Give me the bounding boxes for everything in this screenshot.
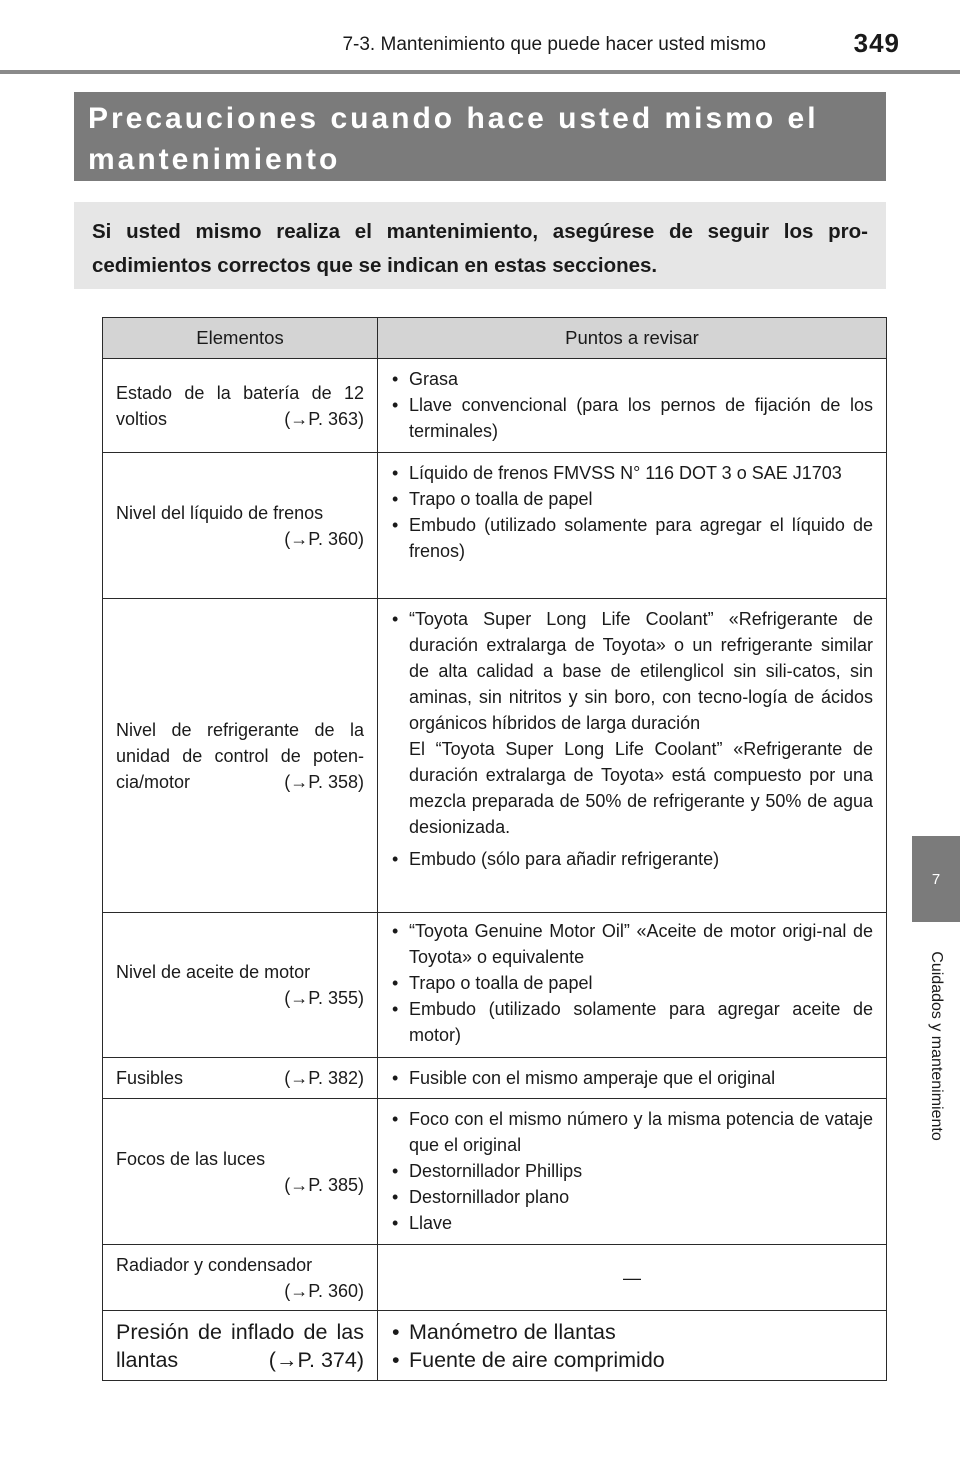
row-item (103, 1099, 378, 1245)
chapter-label: Cuidados y mantenimiento (928, 951, 945, 1141)
list-item: • Embudo (utilizado solamente para agregar aceite de motor) (391, 996, 873, 1048)
list-item: • Líquido de frenos FMVSS N° 116 DOT 3 o SAE J1703 (391, 460, 873, 486)
page-ref-link[interactable]: (→P. 360) (284, 1280, 364, 1301)
list-item: • Llave convencional (para los pernos de fijación de los terminales) (391, 392, 873, 444)
page-ref-link[interactable]: (→P. 382) (284, 1068, 364, 1088)
chapter-tab[interactable]: 7 (912, 836, 960, 922)
row-item (103, 913, 378, 1058)
item-line: llantas (116, 1347, 179, 1372)
row-points (378, 453, 887, 599)
coolant-note: El “Toyota Super Long Life Coolant” «Refrigerante de duración extralarga de Toyota» está compuesto por una mezcla preparada de 50% de refrigerante y 50% de agua desionizada. (409, 739, 873, 837)
column-header-checks: Puntos a revisar (378, 318, 887, 359)
list-item: • Embudo (sólo para añadir refrigerante) (391, 846, 873, 872)
row-points (378, 913, 887, 1058)
row-points (378, 359, 887, 453)
empty-dash: — (378, 1245, 887, 1311)
page-ref-link[interactable]: (→P. 355) (284, 988, 364, 1008)
page-number: 349 (853, 28, 900, 58)
item-line-with-ref (116, 1346, 364, 1374)
item-line: Nivel de refrigerante de la (116, 719, 364, 740)
row-item (103, 599, 378, 913)
intro-box: Si usted mismo realiza el mantenimiento, asegúrese de seguir los pro-cedimientos correctos que se indican en estas secciones. (74, 202, 886, 289)
row-item (103, 1245, 378, 1311)
list-item: • Fusible con el mismo amperaje que el original (391, 1065, 873, 1091)
table-row (103, 1245, 887, 1311)
list-item: • Grasa (391, 366, 873, 392)
page-ref-link[interactable]: (→P. 360) (284, 528, 364, 549)
row-item (103, 1311, 378, 1381)
item-line: Nivel del líquido de frenos (116, 502, 324, 523)
item-line: unidad de control de poten- (116, 745, 364, 766)
list-item: • Trapo o toalla de papel (391, 970, 873, 996)
item-line: Presión de inflado de las (116, 1319, 364, 1344)
row-points (378, 1099, 887, 1245)
item-line: Nivel de aceite de motor (116, 962, 311, 982)
item-line: Fusibles (116, 1068, 184, 1088)
page-ref-link[interactable]: (→P. 363) (284, 408, 364, 429)
list-item: • Destornillador plano (391, 1184, 873, 1210)
list-item: • Trapo o toalla de papel (391, 486, 873, 512)
table-row (103, 453, 887, 599)
table-row (103, 1099, 887, 1245)
table-row (103, 359, 887, 453)
item-line: Estado de la batería de 12 (116, 382, 364, 403)
item-line-with-ref (116, 406, 364, 432)
list-item: • Fuente de aire comprimido (391, 1346, 873, 1374)
item-line: voltios (116, 408, 168, 429)
page-ref-link[interactable]: (→P. 358) (284, 771, 364, 792)
page-ref-link[interactable]: (→P. 374) (268, 1347, 364, 1372)
item-line-with-ref (116, 1065, 364, 1091)
header-section-title: 7-3. Mantenimiento que puede hacer usted mismo (342, 34, 766, 55)
column-header-items: Elementos (103, 318, 378, 359)
list-item: • Foco con el mismo número y la misma potencia de vataje que el original (391, 1106, 873, 1158)
row-item (103, 1058, 378, 1099)
maintenance-table (102, 317, 887, 1381)
list-item: • “Toyota Genuine Motor Oil” «Aceite de motor origi-nal de Toyota» o equivalente (391, 918, 873, 970)
table-row (103, 1311, 887, 1381)
table-row (103, 913, 887, 1058)
coolant-spec: • “Toyota Super Long Life Coolant” «Refrigerante de duración extralarga de Toyota» o un refrigerante similar de alta calidad a base de etilenglicol sin sili-catos, sin aminas, sin nitritos y sin boro, con tecno-logía de ácidos orgánicos híbridos de larga duración (409, 609, 873, 733)
row-points (378, 1311, 887, 1381)
table-row (103, 599, 887, 913)
list-item: • Manómetro de llantas (391, 1318, 873, 1346)
row-item (103, 453, 378, 599)
item-line-with-ref (116, 769, 364, 795)
list-item (391, 606, 873, 840)
page-title: Precauciones cuando hace usted mismo el mantenimiento (74, 92, 886, 181)
table-row (103, 1058, 887, 1099)
row-points (378, 1058, 887, 1099)
list-item: • Llave (391, 1210, 873, 1236)
item-line: Radiador y condensador (116, 1254, 313, 1275)
list-item: • Destornillador Phillips (391, 1158, 873, 1184)
item-line: cia/motor (116, 771, 191, 792)
page-ref-link[interactable]: (→P. 385) (284, 1174, 364, 1195)
item-line: Focos de las luces (116, 1148, 266, 1169)
table-header-row (103, 318, 887, 359)
row-item (103, 359, 378, 453)
header-rule (0, 70, 960, 74)
list-item: • Embudo (utilizado solamente para agregar el líquido de frenos) (391, 512, 873, 564)
row-points (378, 599, 887, 913)
